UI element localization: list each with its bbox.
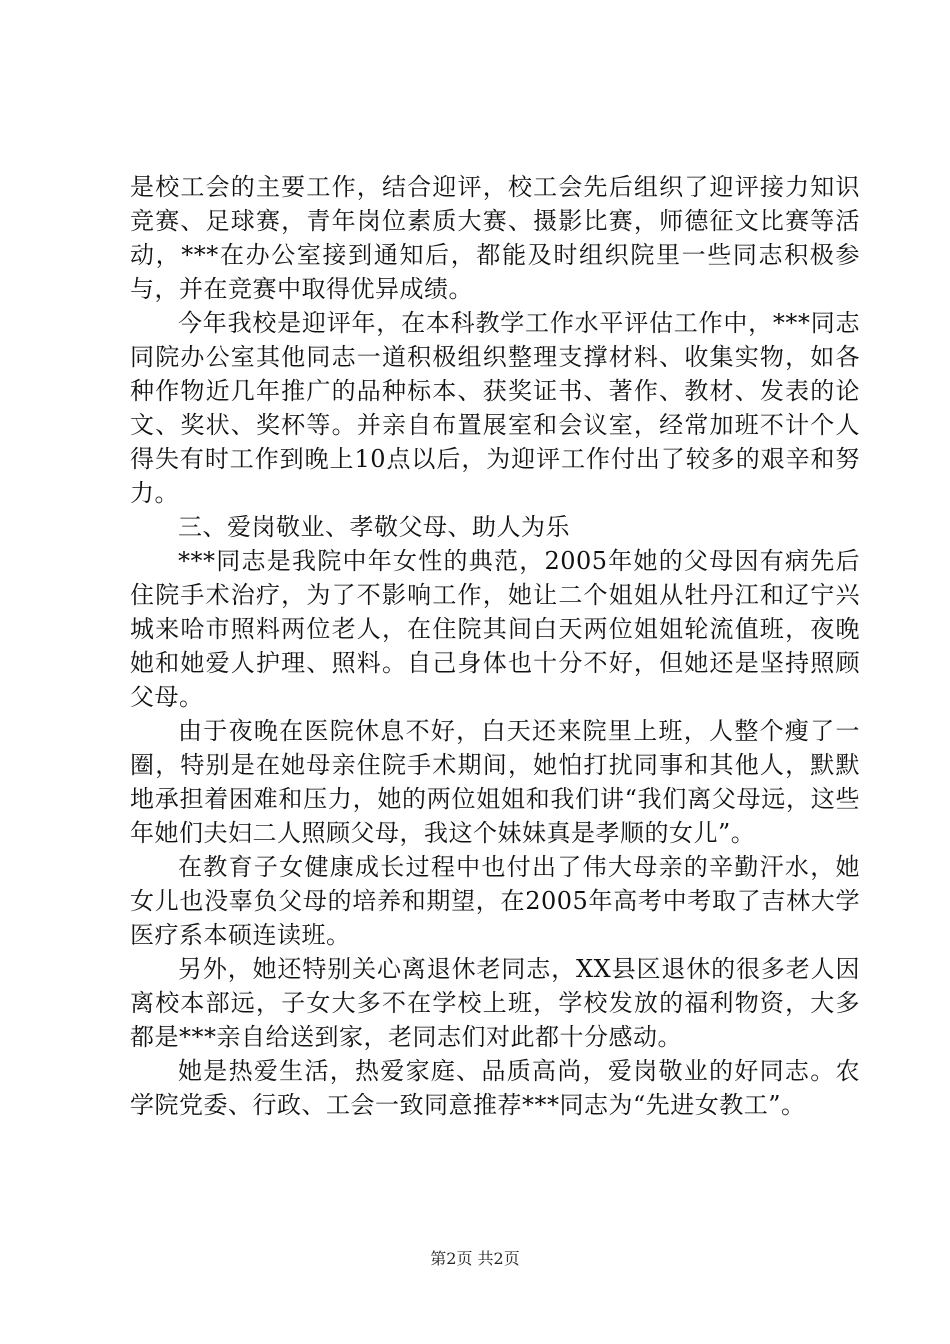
paragraph: 另外，她还特别关心离退休老同志，XX县区退休的很多老人因离校本部远，子女大多不在学校上班，学校发放的福利物资，大多都是***亲自给送到家，老同志们对此都十分感动。 [130,955,860,1051]
paragraph: 在教育子女健康成长过程中也付出了伟大母亲的辛勤汗水，她女儿也没辜负父母的培养和期望，在2005年高考中考取了吉林大学医疗系本硕连读班。 [130,853,860,949]
paragraph-continuation: 是校工会的主要工作，结合迎评，校工会先后组织了迎评接力知识竞赛、足球赛，青年岗位素质大赛、摄影比赛，师德征文比赛等活动，***在办公室接到通知后，都能及时组织院里一些同志积极参与，并在竞赛中取得优异成绩。 [130,173,860,303]
paragraph: 由于夜晚在医院休息不好，白天还来院里上班，人整个瘦了一圈，特别是在她母亲住院手术期间，她怕打扰同事和其他人，默默地承担着困难和压力，她的两位姐姐和我们讲“我们离父母远，这些年她们夫妇二人照顾父母，我这个妹妹真是孝顺的女儿”。 [130,717,860,847]
page-number: 第2页 共2页 [430,1249,520,1268]
paragraph: 今年我校是迎评年，在本科教学工作水平评估工作中，***同志同院办公室其他同志一道积极组织整理支撑材料、收集实物，如各种作物近几年推广的品种标本、获奖证书、著作、教材、发表的论文、奖状、奖杯等。并亲自布置展室和会议室，经常加班不计个人得失有时工作到晚上10点以后，为迎评工作付出了较多的艰辛和努力。 [130,309,860,507]
page-footer [0,1248,950,1270]
document-body [130,170,860,1122]
paragraph: 她是热爱生活，热爱家庭、品质高尚，爱岗敬业的好同志。农学院党委、行政、工会一致同意推荐***同志为“先进女教工”。 [130,1057,860,1119]
paragraph: ***同志是我院中年女性的典范，2005年她的父母因有病先后住院手术治疗，为了不影响工作，她让二个姐姐从牡丹江和辽宁兴城来哈市照料两位老人，在住院其间白天两位姐姐轮流值班，夜晚她和她爱人护理、照料。自己身体也十分不好，但她还是坚持照顾父母。 [130,547,860,711]
section-heading: 三、爱岗敬业、孝敬父母、助人为乐 [178,513,570,541]
